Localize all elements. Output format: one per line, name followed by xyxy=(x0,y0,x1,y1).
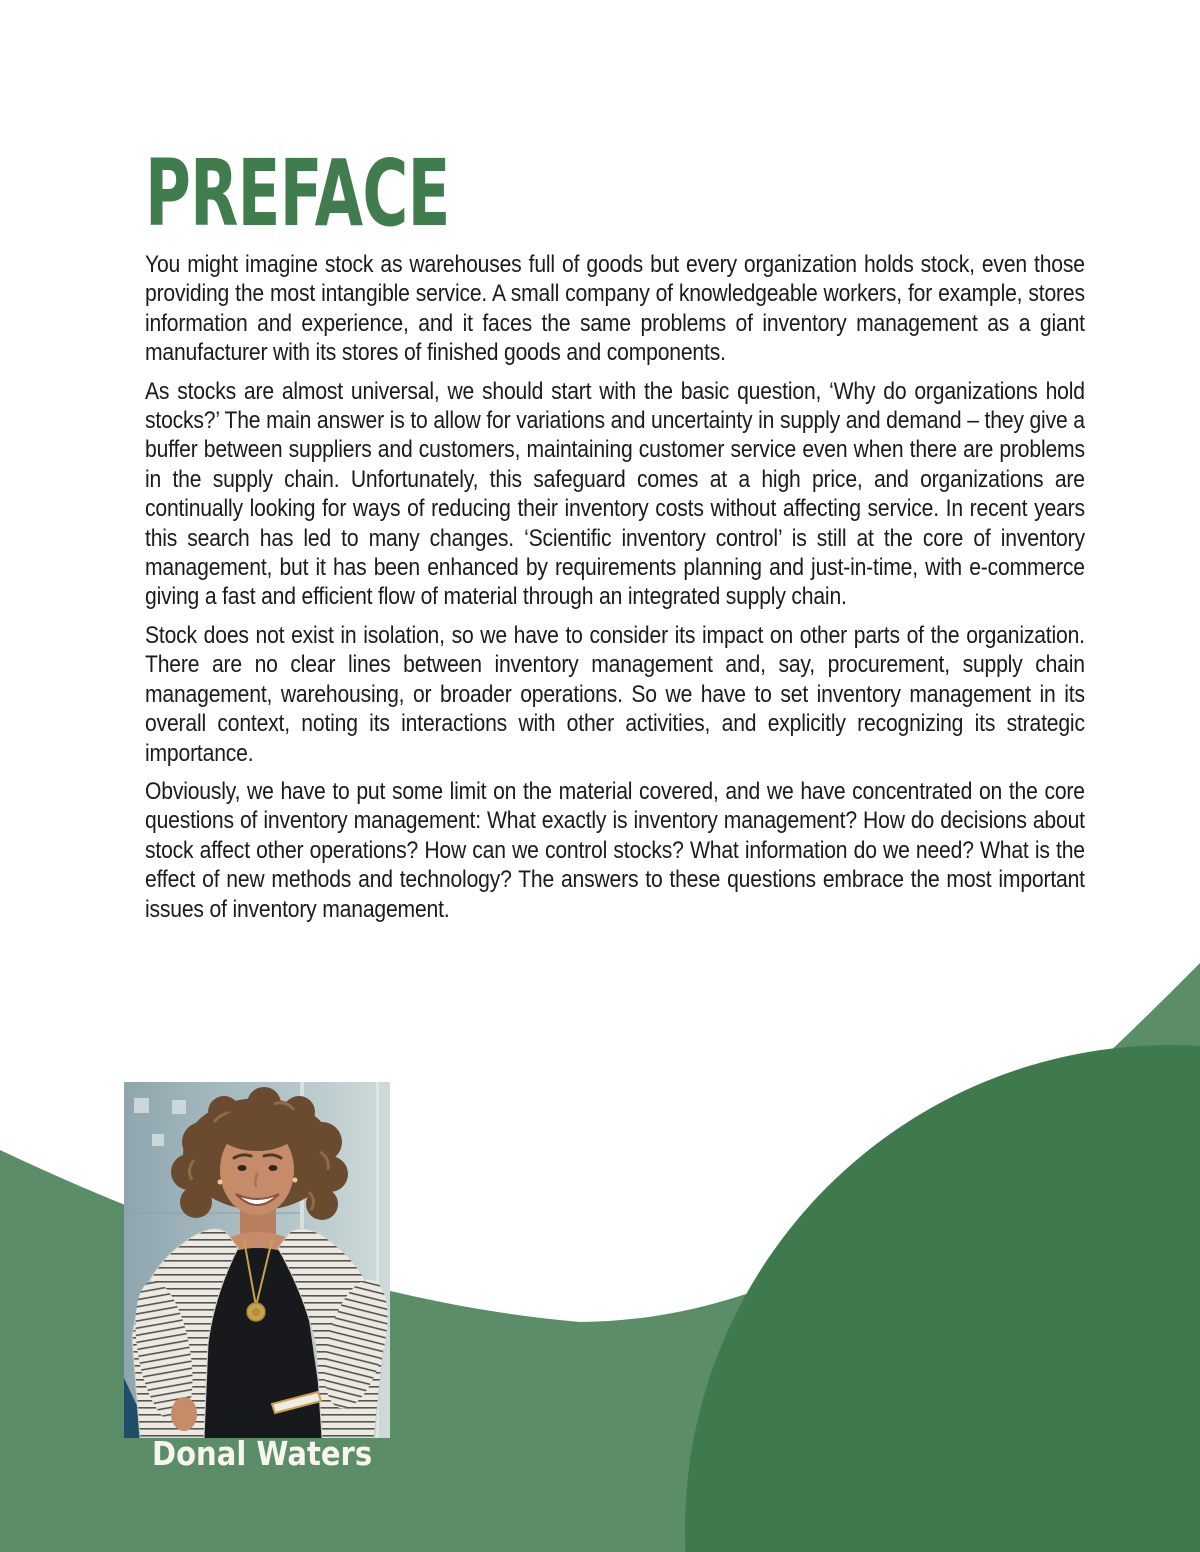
paragraph-1: You might imagine stock as warehouses full of goods but every organization holds stock, even those providing the most intangible service. A small company of knowledgeable workers, for example, stores information and experience, and it faces the same problems of inventory management as a giant manufacturer with its stores of finished goods and components. xyxy=(145,251,1085,367)
author-name: Donal Waters xyxy=(152,1434,373,1473)
paragraph-4: Obviously, we have to put some limit on the material covered, and we have concentrated on the core questions of inventory management: What exactly is inventory management? How do decisions about stock affect other operations? How can we control stocks? What information do we need? What is the effect of new methods and technology? The answers to these questions embrace the most important issues of inventory management. xyxy=(145,777,1085,923)
page-title: PREFACE xyxy=(145,140,450,247)
author-photo xyxy=(124,1082,390,1438)
preface-body xyxy=(145,250,1085,924)
circle-shape xyxy=(685,1045,1200,1552)
author-portrait-illustration xyxy=(124,1082,390,1438)
paragraph-3: Stock does not exist in isolation, so we have to consider its impact on other parts of the organization. There are no clear lines between inventory management and, say, procurement, supply chain management, warehousing, or broader operations. So we have to set inventory management in its overall context, noting its interactions with other activities, and explicitly recognizing its strategic importance. xyxy=(145,621,1085,767)
paragraph-2: As stocks are almost universal, we should start with the basic question, ‘Why do organizations hold stocks?’ The main answer is to allow for variations and uncertainty in supply and demand – they give a buffer between suppliers and customers, maintaining customer service even when there are problems in the supply chain. Unfortunately, this safeguard comes at a high price, and organizations are continually looking for ways of reducing their inventory costs without affecting service. In recent years this search has led to many changes. ‘Scientific inventory control’ is still at the core of inventory management, but it has been enhanced by requirements planning and just-in-time, with e-commerce giving a fast and efficient flow of material through an integrated supply chain. xyxy=(145,377,1085,611)
